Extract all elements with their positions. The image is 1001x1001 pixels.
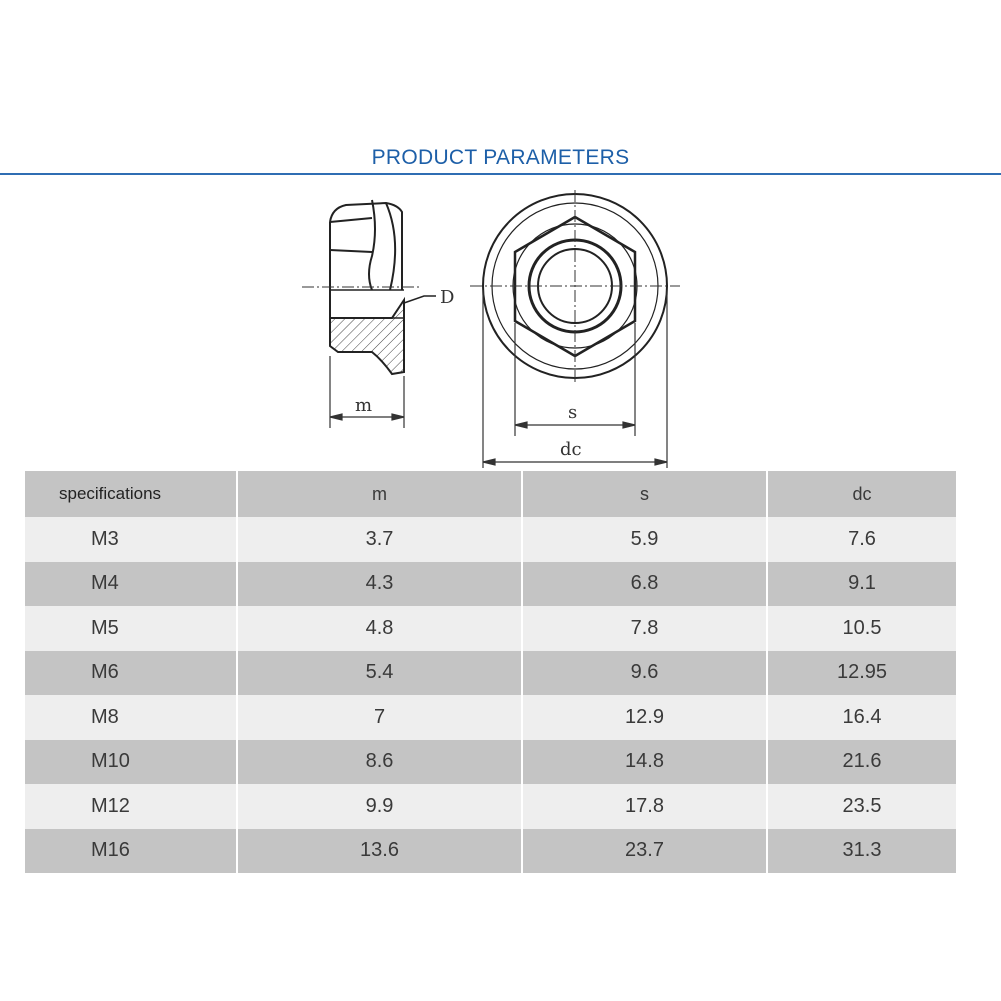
table-row	[25, 517, 956, 562]
title-divider	[0, 173, 1001, 175]
specifications-table	[25, 471, 956, 873]
column-header: dc	[767, 471, 956, 517]
table-cell: 7	[237, 695, 522, 740]
table-cell: 4.8	[237, 606, 522, 651]
table-cell: 6.8	[522, 562, 767, 607]
table-cell: 23.5	[767, 784, 956, 829]
table-cell: 21.6	[767, 740, 956, 785]
table-header-row	[25, 471, 956, 517]
flange-nut-drawing	[0, 180, 1001, 470]
table-cell: 9.9	[237, 784, 522, 829]
table-row	[25, 562, 956, 607]
table-cell: 7.8	[522, 606, 767, 651]
table-row	[25, 651, 956, 696]
table-cell: 4.3	[237, 562, 522, 607]
table-cell: 17.8	[522, 784, 767, 829]
dimension-label-d: D	[440, 287, 455, 308]
table-cell: 7.6	[767, 517, 956, 562]
table-cell: 5.4	[237, 651, 522, 696]
table-cell: 12.9	[522, 695, 767, 740]
table-cell: M12	[25, 784, 237, 829]
table-cell: M5	[25, 606, 237, 651]
table-cell: M10	[25, 740, 237, 785]
table-cell: M8	[25, 695, 237, 740]
dimension-label-s: s	[568, 402, 578, 423]
column-header: m	[237, 471, 522, 517]
table-cell: 9.6	[522, 651, 767, 696]
table-cell: 16.4	[767, 695, 956, 740]
table-cell: 12.95	[767, 651, 956, 696]
dimension-label-dc: dc	[560, 439, 582, 460]
table-row	[25, 606, 956, 651]
table-cell: 5.9	[522, 517, 767, 562]
table-row	[25, 740, 956, 785]
table-cell: 9.1	[767, 562, 956, 607]
table-cell: 8.6	[237, 740, 522, 785]
page-title: PRODUCT PARAMETERS	[371, 146, 630, 169]
table-cell: M4	[25, 562, 237, 607]
table-cell: 23.7	[522, 829, 767, 874]
table-cell: M3	[25, 517, 237, 562]
table-cell: 13.6	[237, 829, 522, 874]
table-row	[25, 784, 956, 829]
dimension-label-m: m	[355, 395, 373, 416]
table-cell: 3.7	[237, 517, 522, 562]
table-row	[25, 829, 956, 874]
table-cell: 14.8	[522, 740, 767, 785]
table-cell: M16	[25, 829, 237, 874]
table-cell: M6	[25, 651, 237, 696]
column-header: s	[522, 471, 767, 517]
table-cell: 31.3	[767, 829, 956, 874]
table-cell: 10.5	[767, 606, 956, 651]
table-row	[25, 695, 956, 740]
column-header: specifications	[25, 471, 237, 517]
